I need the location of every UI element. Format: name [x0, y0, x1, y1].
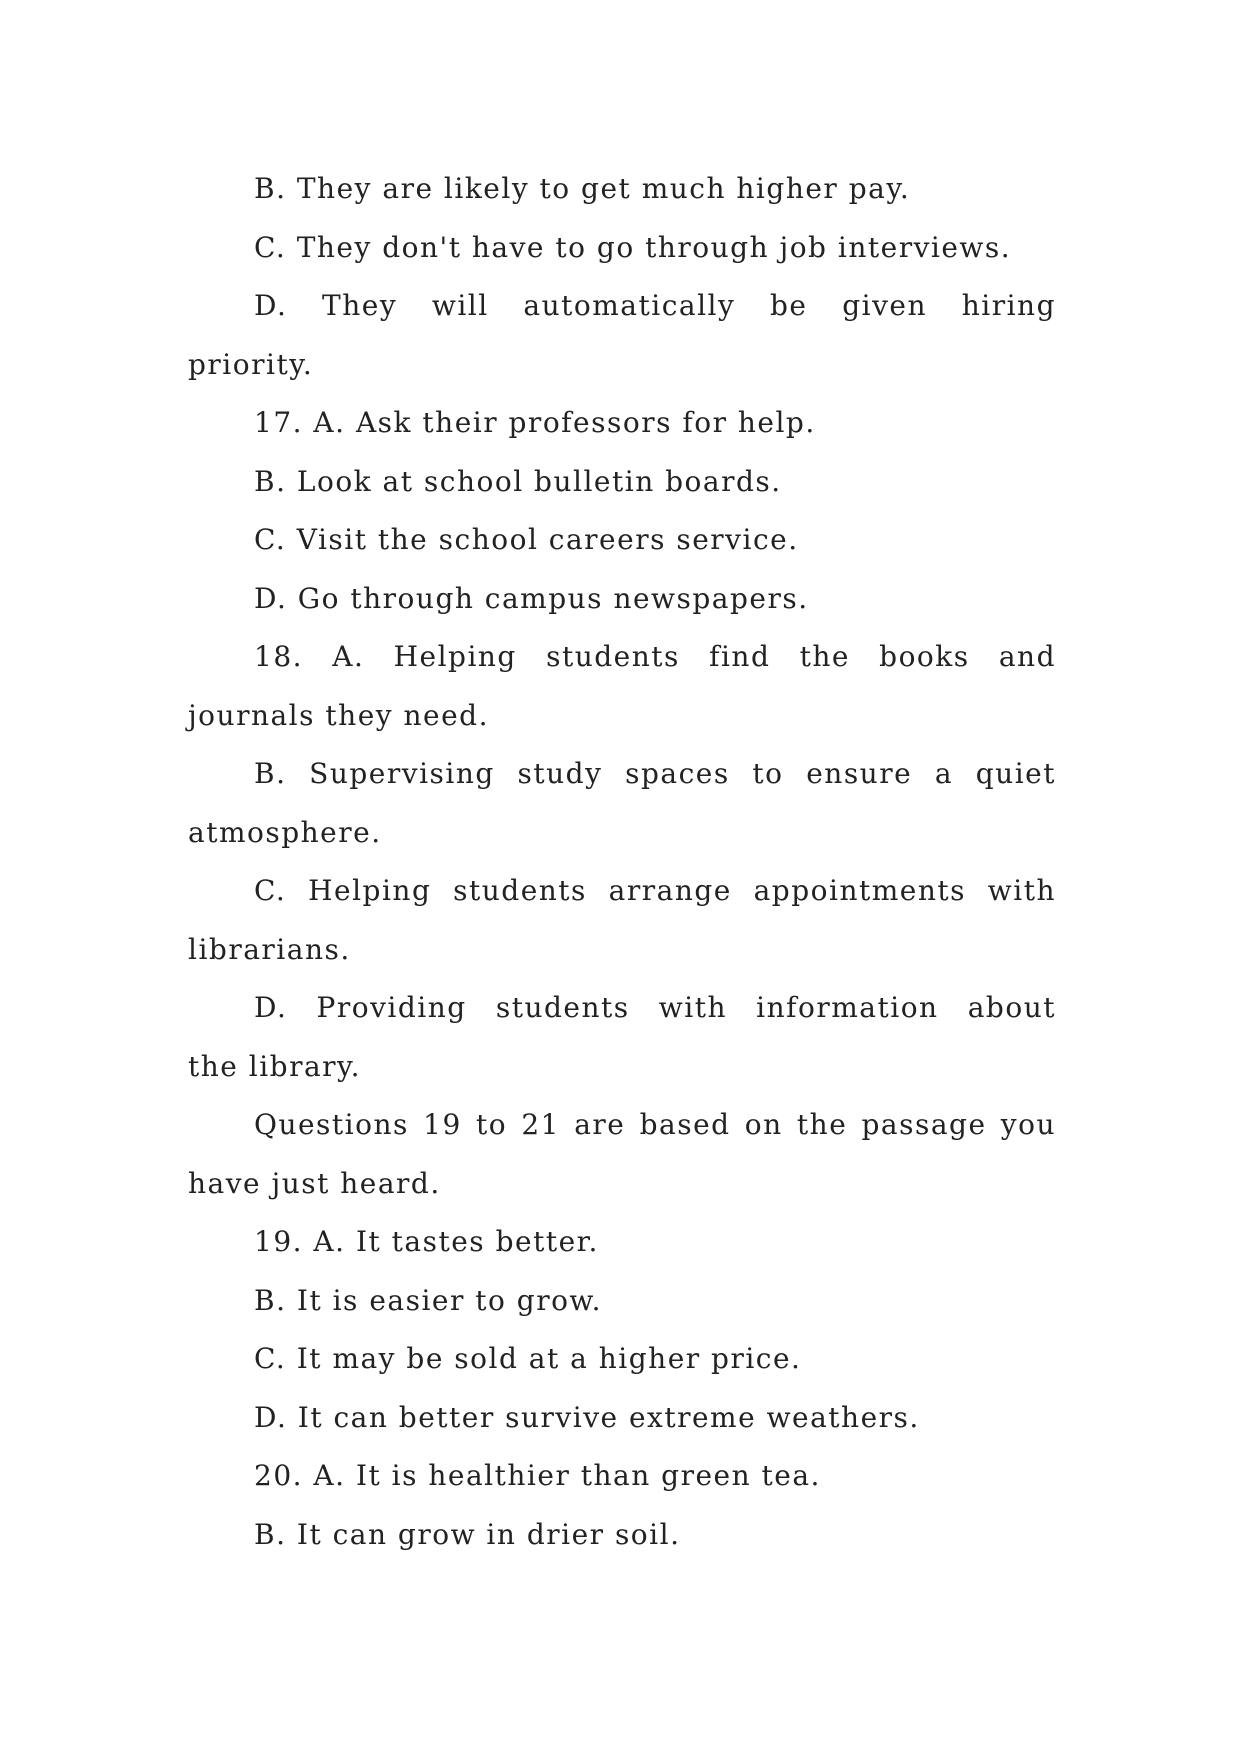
- text-line: librarians.: [188, 932, 351, 966]
- text-line: D. Go through campus newspapers.: [254, 581, 809, 615]
- text-line: C. Helping students arrange appointments with: [254, 874, 1056, 907]
- text-line: atmosphere.: [188, 815, 382, 849]
- text-line: journals they need.: [188, 698, 489, 732]
- text-line: D. Providing students with information about: [254, 991, 1056, 1024]
- text-line: the library.: [188, 1049, 362, 1083]
- text-line: 19. A. It tastes better.: [254, 1225, 599, 1258]
- text-line: 18. A. Helping students find the books and: [254, 640, 1056, 673]
- text-line: have just heard.: [188, 1166, 441, 1200]
- text-line: D. They will automatically be given hiring: [254, 289, 1056, 322]
- text-line: 17. A. Ask their professors for help.: [254, 406, 816, 439]
- text-line: 20. A. It is healthier than green tea.: [254, 1459, 821, 1492]
- text-line: B. Look at school bulletin boards.: [254, 464, 782, 498]
- text-line: D. It can better survive extreme weathers.: [254, 1400, 920, 1434]
- text-line: B. Supervising study spaces to ensure a quiet: [254, 757, 1056, 790]
- text-line: B. They are likely to get much higher pay.: [254, 172, 911, 205]
- text-line: C. Visit the school careers service.: [254, 523, 799, 556]
- text-line: C. It may be sold at a higher price.: [254, 1342, 802, 1375]
- text-line: priority.: [188, 347, 314, 381]
- text-line: B. It is easier to grow.: [254, 1283, 602, 1317]
- question-text-block: [188, 160, 1056, 1564]
- text-line: Questions 19 to 21 are based on the passage you: [254, 1108, 1056, 1141]
- text-line: C. They don't have to go through job interviews.: [254, 230, 1012, 264]
- text-line: B. It can grow in drier soil.: [254, 1517, 681, 1551]
